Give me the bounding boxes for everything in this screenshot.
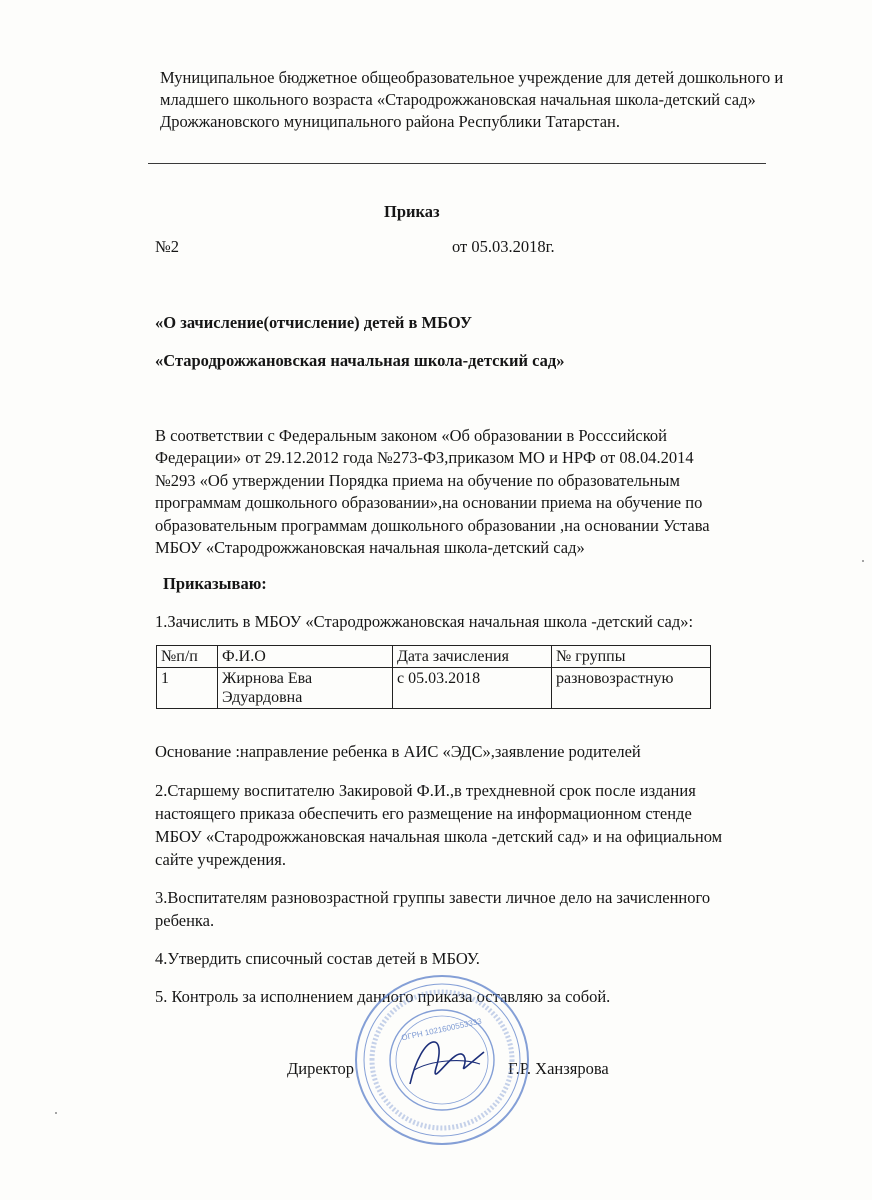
item-3-line-1: 3.Воспитателям разновозрастной группы завести личное дело на зачисленного [155,888,711,907]
header-line-1: Муниципальное бюджетное общеобразовательное учреждение для детей дошкольного и [160,68,784,87]
header-line-3: Дрожжановского муниципального района Республики Татарстан. [160,112,621,131]
order-date: от 05.03.2018г. [452,237,555,256]
signature-scribble [410,1042,484,1084]
decree-heading: Приказываю: [163,574,267,593]
signature-role: Директор [287,1059,354,1078]
item-1: 1.Зачислить в МБОУ «Стародрожжановская начальная школа -детский сад»: [155,612,694,631]
header-divider [148,163,766,164]
subject-line-1: «О зачисление(отчисление) детей в МБОУ [155,313,472,332]
item-3-line-2: ребенка. [155,911,215,930]
preamble-line-1: В соответствии с Федеральным законом «Об образовании в Росссийской [155,426,667,445]
item-2-line-1: 2.Старшему воспитателю Закировой Ф.И.,в трехдневной срок после издания [155,781,696,800]
subject-line-2: «Стародрожжановская начальная школа-детский сад» [155,351,565,370]
item-4: 4.Утвердить списочный состав детей в МБОУ. [155,949,480,968]
header-group: № группы [552,646,711,668]
table-header-row [157,646,711,668]
order-number: №2 [155,237,179,256]
item-2-line-3: МБОУ «Стародрожжановская начальная школа -детский сад» и на официальном [155,827,723,846]
item-2-line-4: сайте учреждения. [155,850,286,869]
header-date: Дата зачисления [393,646,552,668]
preamble-line-6: МБОУ «Стародрожжановская начальная школа-детский сад» [155,538,585,557]
scan-speck [55,1112,57,1114]
order-title: Приказ [384,202,440,221]
item-5: 5. Контроль за исполнением данного приказа оставляю за собой. [155,987,611,1006]
cell-date: с 05.03.2018 [393,668,552,709]
preamble-line-3: №293 «Об утверждении Порядка приема на обучение по образовательным [155,471,680,490]
cell-group: разновозрастную [552,668,711,709]
table-row [157,668,711,709]
preamble-line-5: образовательным программам дошкольного образовании ,на основании Устава [155,516,710,535]
header-num: №п/п [157,646,218,668]
stamp-ogrn: ОГРН 1021600553333 [400,1016,483,1043]
header-name: Ф.И.О [218,646,393,668]
cell-name-line-1: Жирнова Ева [222,670,313,687]
item-2-line-2: настоящего приказа обеспечить его размещение на информационном стенде [155,804,692,823]
cell-num: 1 [157,668,218,709]
preamble-line-4: программам дошкольного образовании»,на основании приема на обучение по [155,493,703,512]
cell-name [218,668,393,709]
cell-name-line-2: Эдуардовна [222,689,303,706]
preamble-line-2: Федерации» от 29.12.2012 года №273-ФЗ,приказом МО и НРФ от 08.04.2014 [155,448,694,467]
scan-speck [862,560,864,562]
header-line-2: младшего школьного возраста «Стародрожжановская начальная школа-детский сад» [160,90,756,109]
enrollment-table [156,645,711,709]
official-stamp-seal [352,972,532,1148]
signature-name: Г.Р. Ханзярова [508,1059,609,1078]
basis-text: Основание :направление ребенка в АИС «ЭДС»,заявление родителей [155,742,641,761]
